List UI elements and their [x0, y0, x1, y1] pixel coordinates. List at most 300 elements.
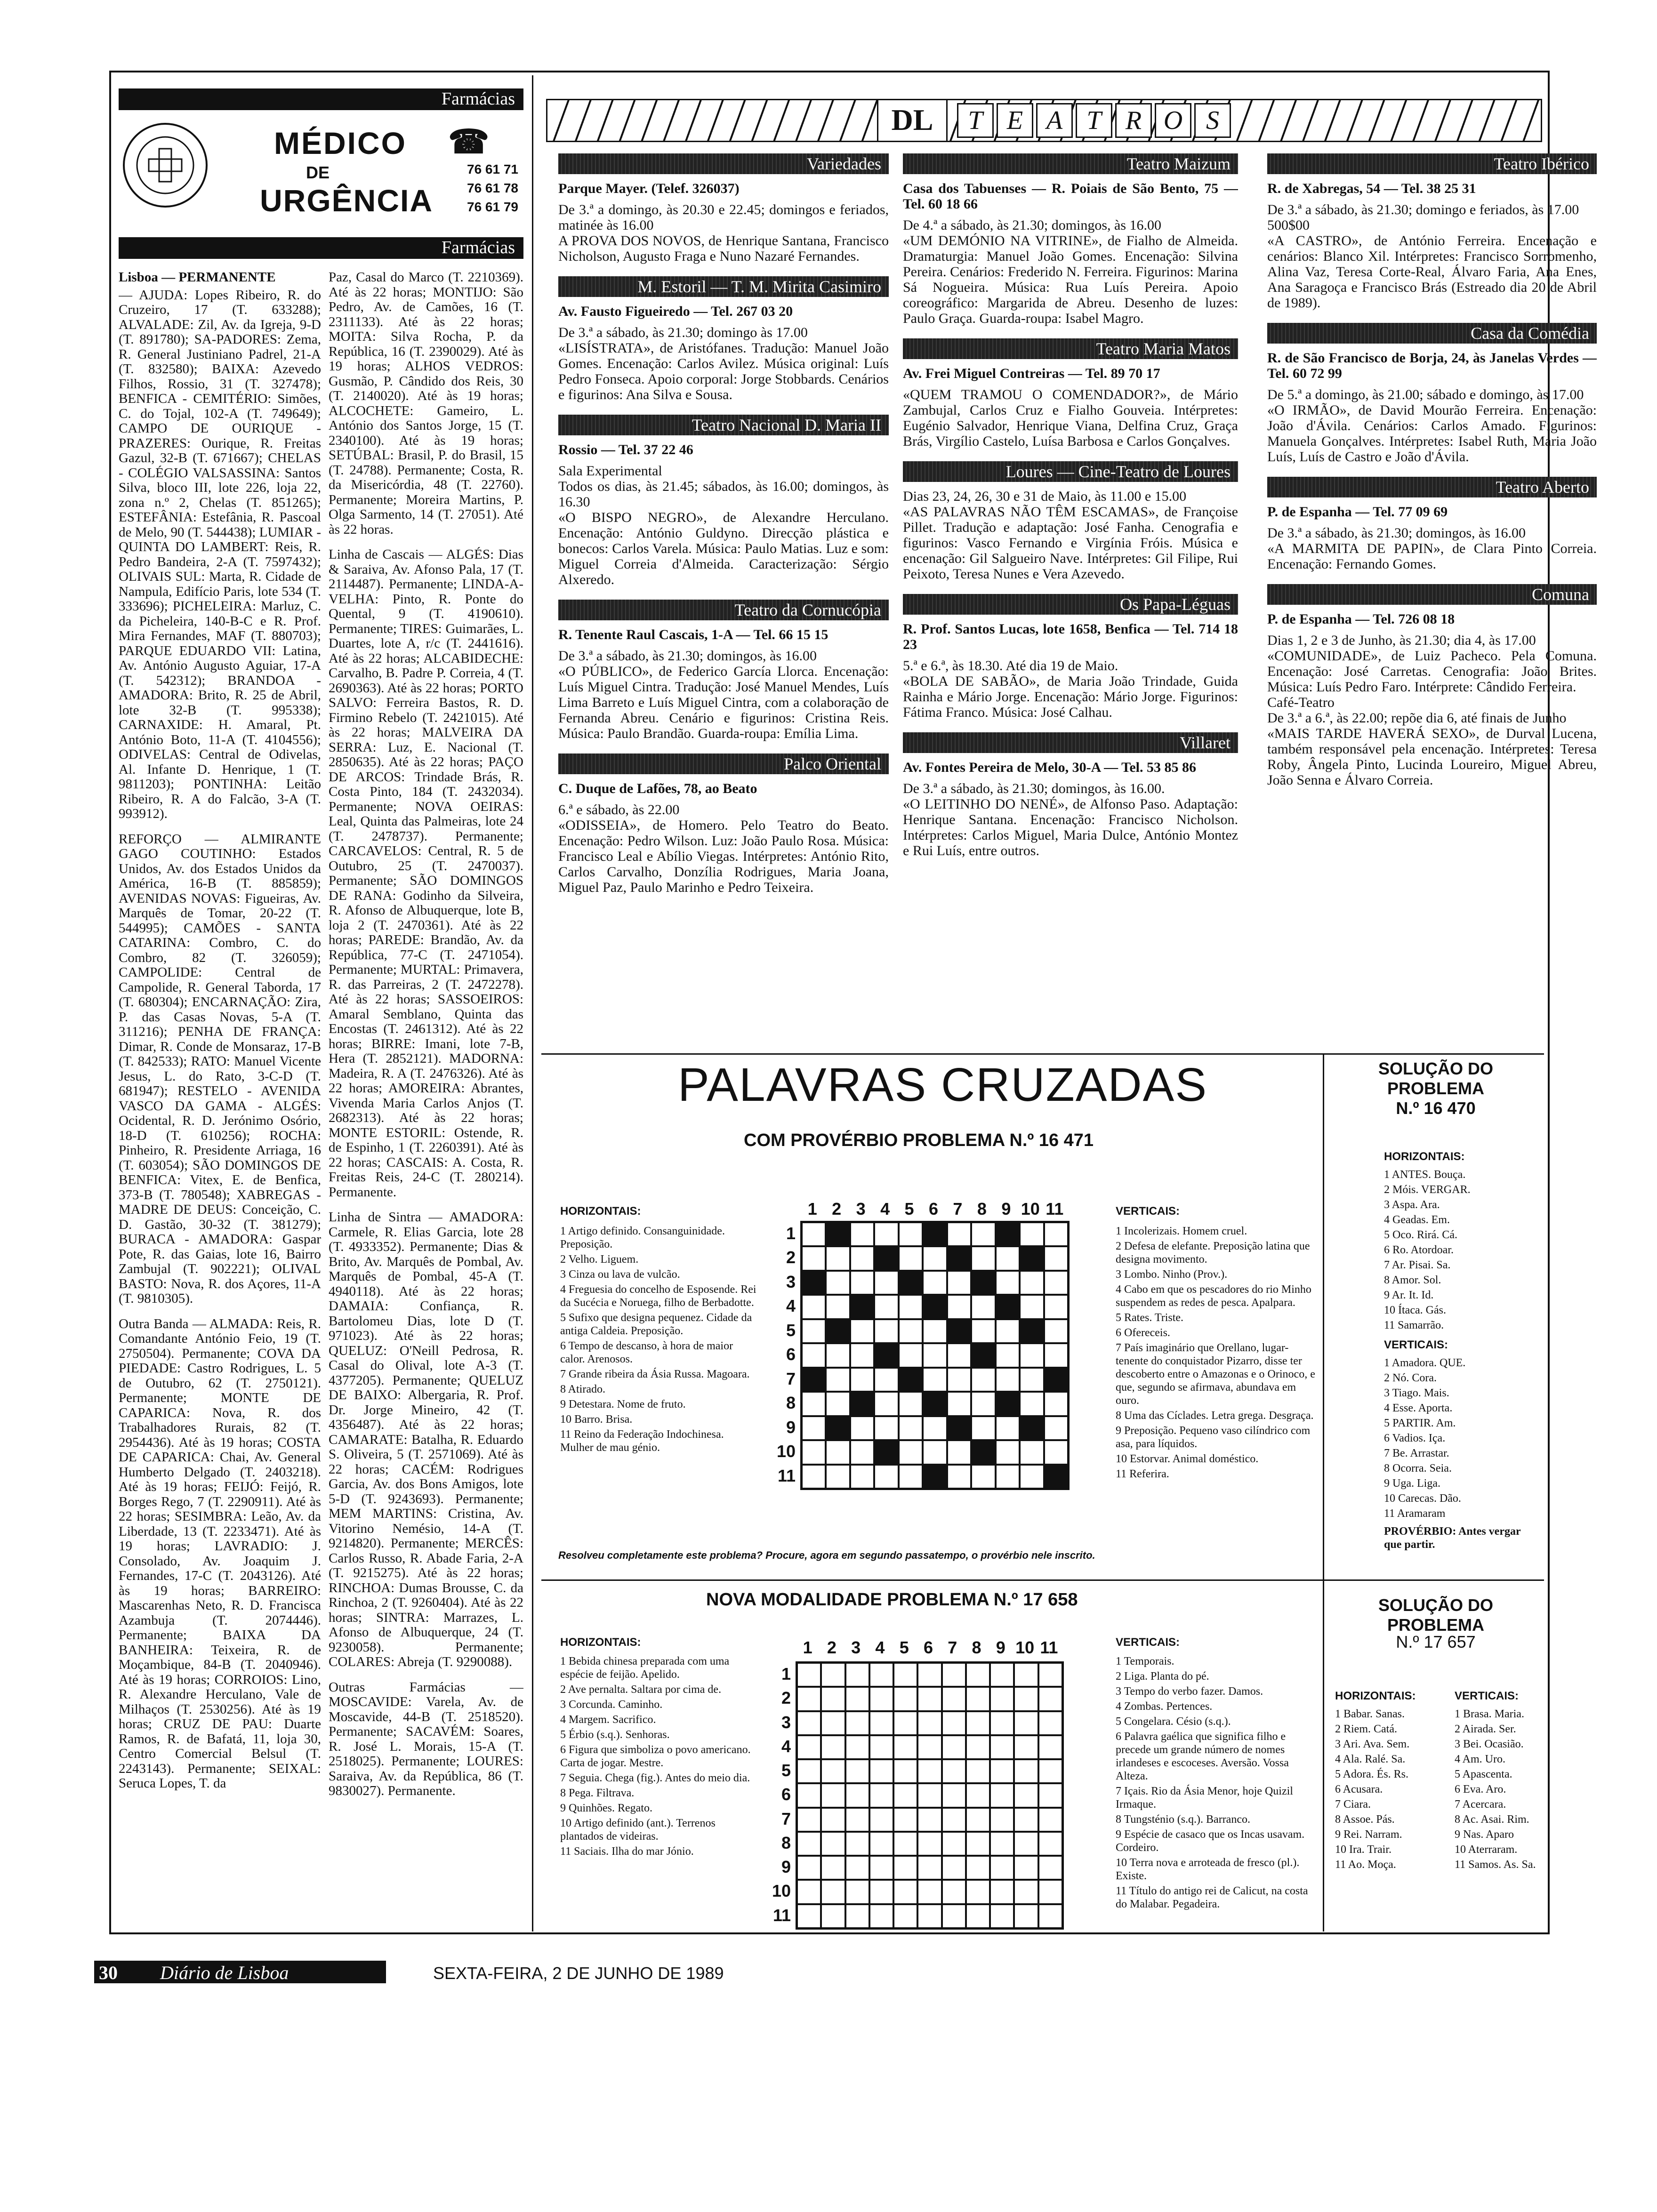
- clue-item: 6 Ofereceis.: [1116, 1327, 1170, 1339]
- crossword-cell[interactable]: [874, 1368, 898, 1392]
- crossword-cell[interactable]: [1038, 1711, 1062, 1735]
- crossword1-column-numbers: [800, 1199, 1070, 1220]
- crossword-cell[interactable]: [996, 1368, 1020, 1392]
- crossword-cell[interactable]: [942, 1880, 966, 1904]
- solution2-title: SOLUÇÃO DO PROBLEMA: [1378, 1595, 1493, 1635]
- crossword-cell[interactable]: [845, 1711, 869, 1735]
- crossword-cell[interactable]: [869, 1711, 893, 1735]
- crossword-cell[interactable]: [899, 1440, 923, 1464]
- lisboa-text: — AJUDA: Lopes Ribeiro, R. do Cruzeiro, 17 (T. 633288); ALVALADE: Zil, Av. da Igreja, 9-D (T. 891780); SA-PADORES: Zema, R. General Justiniano Padrel, 21-A (T. 832580); BAIXA: Azevedo Filhos, Rossio, 31 (T. 327478); BENFICA - CEMITÉRIO: Simões, C. do Tojal, 102-A (T. 749649); CAMPO DE OURIQUE - PRAZERES: Ourique, R. Freitas Gazul, 32-B (T. 671667); CHELAS - COLÉGIO VALSASSINA: Santos Silva, bloco III, lote 226, loja 22, zona n.º 2, Chelas (T. 851265); ESTEFÂNIA: Estefânia, R. Pascoal de Melo, 90 (T. 544438); LUMIAR - QUINTA DO LAMBERT: Reis, R. Pedro Bandeira, 2-A (T. 7597432); OLIVAIS SUL: Marta, R. Cidade de Nampula, Edifício Paris, lote 534 (T. 333696); PICHELEIRA: Marluz, C. da Picheleira, 140-B-C e R. Prof. Mira Fernandes, MAF (T. 880703); PARQUE EDUARDO VII: Latina, Av. António Augusto Aguiar, 17-A (T. 542312); BRANDOA - AMADORA: Brito, R. 25 de Abril, lote 32-B (T. 995338); CARNAXIDE: H. Amaral, Pt. António Boto, 11-A (T. 4104556); ODIVELAS: Central de Odivelas, Al. Infante D. Henrique, 1 (T. 9811203); PONTINHA: Leitão Ribeiro, R. A do Falcão, 3-A (T. 993912).: [119, 287, 321, 821]
- crossword-cell[interactable]: [899, 1246, 923, 1270]
- row-number: 8: [786, 1393, 796, 1413]
- crossword-cell[interactable]: [1038, 1759, 1062, 1783]
- crossword-cell[interactable]: [869, 1832, 893, 1856]
- reforco-text: REFORÇO — ALMIRANTE GAGO COUTINHO: Estados Unidos, Av. dos Estados Unidos da América, 16-B (T. 885859); AVENIDAS NOVAS: Figueiras, Av. Marquês de Tomar, 20-22 (T. 544995); CAMÕES - SANTA CATARINA: Combro, C. do Combro, 82 (T. 326059); CAMPOLIDE: Central de Campolide, R. General Taborda, 17 (T. 680304); ENCARNAÇÃO: Zira, P. das Casas Novas, 5-A (T. 311216); PENHA DE FRANÇA: Dimar, R. Conde de Monsaraz, 17-B (T. 842533); RATO: Manuel Vicente Jesus, L. do Rato, 3-C-D (T. 681947); RESTELO - AVENIDA VASCO DA GAMA - ALGÉS: Ocidental, R. D. Jerónimo Osório, 18-D (T. 610256); ROCHA: Pinheiro, R. Presidente Arriaga, 16 (T. 603054); SÃO DOMINGOS DE BENFICA: Vitex, E. de Benfica, 373-B (T. 780548); XABREGAS - MADRE DE DEUS: Conceição, C. D. Gastão, 30-32 (T. 381279); BURACA - AMADORA: Gaspar Pote, R. das Gaias, lote 16, Bairro Zambujal (T. 902221); OLIVAL BASTO: Nova, R. dos Açores, 11-A (T. 9810305).: [119, 831, 321, 1306]
- crossword-cell[interactable]: [1014, 1832, 1038, 1856]
- crossword-cell[interactable]: [869, 1783, 893, 1807]
- crossword-cell[interactable]: [874, 1295, 898, 1319]
- crossword-cell[interactable]: [850, 1416, 874, 1440]
- crossword-cell[interactable]: [893, 1783, 917, 1807]
- crossword-cell[interactable]: [966, 1711, 990, 1735]
- teatros-banner: [546, 99, 1542, 142]
- crossword-cell[interactable]: [821, 1711, 845, 1735]
- crossword-cell[interactable]: [990, 1759, 1014, 1783]
- crossword-cell[interactable]: [826, 1368, 850, 1392]
- crossword-cell[interactable]: [996, 1416, 1020, 1440]
- crossword-cell[interactable]: [917, 1808, 941, 1832]
- crossword-cell[interactable]: [850, 1368, 874, 1392]
- crossword-cell[interactable]: [1044, 1295, 1068, 1319]
- teatros-title-letter: O: [1155, 103, 1191, 138]
- crossword-cell[interactable]: [850, 1222, 874, 1246]
- clue-item: 7 Ciara.: [1335, 1798, 1371, 1811]
- theatre-listing: De 3.ª a sábado, às 21.30; domingo às 17.00 «LISÍSTRATA», de Aristófanes. Tradução: Manuel João Gomes. Encenação: Carlos Avilez. Música original: Luís Pedro Fonseca. Apoio corporal: Jorge Stobbards. Cenários e figurinos: Ana Silva e Sousa.: [558, 325, 889, 402]
- crossword-cell[interactable]: [845, 1880, 869, 1904]
- crossword-cell[interactable]: [893, 1711, 917, 1735]
- crossword-cell[interactable]: [947, 1295, 971, 1319]
- clue-item: 7 Grande ribeira da Ásia Russa. Magoara.: [560, 1368, 750, 1380]
- theatre-header: Teatro Aberto: [1267, 477, 1597, 497]
- crossword-cell[interactable]: [821, 1687, 845, 1711]
- crossword-cell[interactable]: [869, 1663, 893, 1687]
- clue-item: 9 Rei. Narram.: [1335, 1828, 1402, 1841]
- crossword-cell[interactable]: [971, 1246, 995, 1270]
- crossword-cell[interactable]: [996, 1343, 1020, 1367]
- crossword-cell[interactable]: [942, 1856, 966, 1880]
- crossword-cell[interactable]: [826, 1271, 850, 1295]
- crossword-cell[interactable]: [1044, 1440, 1068, 1464]
- crossword-cell[interactable]: [850, 1246, 874, 1270]
- crossword-cell[interactable]: [1044, 1222, 1068, 1246]
- crossword-cell[interactable]: [966, 1832, 990, 1856]
- crossword-cell[interactable]: [1014, 1880, 1038, 1904]
- crossword-cell[interactable]: [826, 1295, 850, 1319]
- verticais-label: VERTICAIS:: [1384, 1338, 1448, 1351]
- crossword-black-cell: [923, 1392, 947, 1416]
- column-number: 4: [880, 1199, 890, 1218]
- crossword-cell[interactable]: [821, 1832, 845, 1856]
- crossword-cell[interactable]: [947, 1368, 971, 1392]
- crossword-cell[interactable]: [990, 1904, 1014, 1928]
- crossword-cell[interactable]: [1020, 1271, 1044, 1295]
- crossword-cell[interactable]: [1014, 1783, 1038, 1807]
- theatre-listing: De 3.ª a sábado, às 21.30; domingo e feriados, às 17.00 500$00 «A CASTRO», de António Ferreira. Encenação e cenários: Blanco Xil. Intérpretes: Francisco Sorromenho, Alina Vaz, Teresa Corte-Real, Álvaro Faria, Ana Enes, Ana Saragoça e Francisco Brás (Estreado dia 20 de Abril de 1989).: [1267, 202, 1597, 311]
- clue-item: 10 Barro. Brisa.: [560, 1413, 633, 1426]
- clue-item: 6 Figura que simboliza o povo americano. Carta de jogar. Mestre.: [560, 1744, 751, 1769]
- crossword-cell[interactable]: [966, 1759, 990, 1783]
- crossword-cell[interactable]: [947, 1222, 971, 1246]
- column-number: 6: [928, 1199, 938, 1218]
- crossword-cell[interactable]: [971, 1295, 995, 1319]
- clue-item: 4 Freguesia do concelho de Esposende. Rei da Sucécia e Noruega, filho de Berbadotte.: [560, 1283, 756, 1309]
- crossword-cell[interactable]: [1044, 1416, 1068, 1440]
- crossword-cell[interactable]: [869, 1808, 893, 1832]
- crossword-cell[interactable]: [942, 1687, 966, 1711]
- crossword-cell[interactable]: [966, 1687, 990, 1711]
- crossword-cell[interactable]: [797, 1904, 821, 1928]
- crossword-cell[interactable]: [899, 1343, 923, 1367]
- crossword-cell[interactable]: [874, 1392, 898, 1416]
- crossword-cell[interactable]: [917, 1904, 941, 1928]
- crossword-cell[interactable]: [802, 1222, 826, 1246]
- crossword-cell[interactable]: [942, 1663, 966, 1687]
- crossword-cell[interactable]: [850, 1319, 874, 1343]
- crossword-cell[interactable]: [947, 1392, 971, 1416]
- clue-item: 2 Móis. VERGAR.: [1384, 1184, 1471, 1196]
- sintra-text: Linha de Sintra — AMADORA: Carmele, R. Elias Garcia, lote 28 (T. 4933352). Permanente; Dias & Brito, Av. Marquês de Pombal, Av. Marquês de Pombal, 45-A (T. 4940118). Até às 22 horas; DAMAIA: Confiança, R. Bartolomeu Dias, lote D (T. 971023). Até às 22 horas; QUELUZ: O'Neill Pedrosa, R. Casal do Olival, lote A-3 (T. 4377205). Permanente; QUELUZ DE BAIXO: Albergaria, R. Prof. Dr. Jorge Mineiro, 42 (T. 4356487). Até às 22 horas; CAMARATE: Batalha, R. Eduardo S. Oliveira, 5 (T. 2571069). Até às 22 horas; CACÉM: Rodrigues Garcia, Av. dos Bons Amigos, lote 5-D (T. 9243693). Permanente; MEM MARTINS: Cristina, Av. Vitorino Nemésio, 14-A (T. 9214820). Permanente; MERCÊS: Carlos Russo, R. Abade Faria, 2-A (T. 9215275). Até às 22 horas; RINCHOA: Dumas Brousse, C. da Rinchoa, 2 (T. 9260404). Até às 22 horas; SINTRA: Marrazes, L. Afonso de Albuquerque, 24 (T. 9230058). Permanente; COLARES: Abreja (T. 9290088).: [329, 1210, 523, 1669]
- crossword2-horizontal-clues: [560, 1636, 758, 1928]
- crossword-cell[interactable]: [845, 1759, 869, 1783]
- crossword-cell[interactable]: [1020, 1465, 1044, 1489]
- crossword-cell[interactable]: [802, 1465, 826, 1489]
- crossword-cell[interactable]: [971, 1368, 995, 1392]
- crossword-cell[interactable]: [869, 1735, 893, 1759]
- crossword-cell[interactable]: [802, 1295, 826, 1319]
- crossword-cell[interactable]: [966, 1808, 990, 1832]
- column-number: 8: [972, 1638, 981, 1657]
- crossword-cell[interactable]: [923, 1440, 947, 1464]
- crossword-cell[interactable]: [1038, 1880, 1062, 1904]
- clue-item: 5 Sufixo que designa pequenez. Cidade da antiga Caldeia. Preposição.: [560, 1312, 752, 1337]
- crossword-cell[interactable]: [893, 1808, 917, 1832]
- crossword-cell[interactable]: [990, 1880, 1014, 1904]
- column-number: 9: [1001, 1199, 1011, 1218]
- crossword-cell[interactable]: [797, 1832, 821, 1856]
- crossword-cell[interactable]: [923, 1319, 947, 1343]
- crossword-cell[interactable]: [797, 1735, 821, 1759]
- crossword-cell[interactable]: [893, 1880, 917, 1904]
- crossword-cell[interactable]: [893, 1735, 917, 1759]
- crossword1-title: COM PROVÉRBIO PROBLEMA N.º 16 471: [744, 1130, 1094, 1150]
- crossword-cell[interactable]: [1020, 1343, 1044, 1367]
- crossword-cell[interactable]: [990, 1832, 1014, 1856]
- clue-item: 11 Saciais. Ilha do mar Jónio.: [560, 1845, 694, 1858]
- crossword-cell[interactable]: [845, 1832, 869, 1856]
- crossword-cell[interactable]: [942, 1904, 966, 1928]
- crossword-cell[interactable]: [821, 1880, 845, 1904]
- crossword-cell[interactable]: [942, 1711, 966, 1735]
- crossword-black-cell: [1044, 1368, 1068, 1392]
- crossword-cell[interactable]: [990, 1687, 1014, 1711]
- crossword-cell[interactable]: [1014, 1856, 1038, 1880]
- crossword-cell[interactable]: [845, 1735, 869, 1759]
- crossword-cell[interactable]: [850, 1271, 874, 1295]
- crossword-cell[interactable]: [869, 1904, 893, 1928]
- crossword-cell[interactable]: [874, 1222, 898, 1246]
- clue-item: 8 Amor. Sol.: [1384, 1274, 1441, 1286]
- crossword-cell[interactable]: [802, 1319, 826, 1343]
- crossword-cell[interactable]: [797, 1663, 821, 1687]
- crossword-cell[interactable]: [845, 1687, 869, 1711]
- crossword-cell[interactable]: [821, 1904, 845, 1928]
- crossword-cell[interactable]: [966, 1663, 990, 1687]
- crossword-black-cell: [971, 1343, 995, 1367]
- crossword-cell[interactable]: [869, 1880, 893, 1904]
- clue-item: 6 Acusara.: [1335, 1783, 1383, 1795]
- crossword-cell[interactable]: [996, 1246, 1020, 1270]
- crossword-cell[interactable]: [942, 1783, 966, 1807]
- crossword-cell[interactable]: [821, 1783, 845, 1807]
- crossword-cell[interactable]: [1044, 1246, 1068, 1270]
- crossword-cell[interactable]: [893, 1856, 917, 1880]
- teatros-title-letter: S: [1194, 103, 1231, 138]
- clue-item: 9 Preposição. Pequeno vaso cilíndrico com asa, para líquidos.: [1116, 1425, 1311, 1450]
- crossword-cell[interactable]: [1038, 1663, 1062, 1687]
- clue-item: 1 Bebida chinesa preparada com uma espécie de feijão. Apelido.: [560, 1655, 730, 1681]
- crossword-cell[interactable]: [869, 1759, 893, 1783]
- crossword-cell[interactable]: [893, 1687, 917, 1711]
- clue-item: 3 Cinza ou lava de vulcão.: [560, 1268, 680, 1281]
- row-number: 3: [786, 1272, 796, 1291]
- crossword-cell[interactable]: [1014, 1663, 1038, 1687]
- crossword-cell[interactable]: [826, 1392, 850, 1416]
- crossword-cell[interactable]: [971, 1465, 995, 1489]
- crossword-cell[interactable]: [942, 1832, 966, 1856]
- theatre-header: Villaret: [903, 732, 1238, 753]
- crossword-cell[interactable]: [966, 1856, 990, 1880]
- clue-item: 6 Ro. Atordoar.: [1384, 1244, 1454, 1256]
- crossword-cell[interactable]: [797, 1783, 821, 1807]
- crossword-cell[interactable]: [893, 1759, 917, 1783]
- crossword-cell[interactable]: [899, 1416, 923, 1440]
- crossword-cell[interactable]: [826, 1246, 850, 1270]
- crossword-cell[interactable]: [893, 1904, 917, 1928]
- clue-item: 6 Vadios. Iça.: [1384, 1432, 1446, 1444]
- clue-item: 11 Reino da Federação Indochinesa. Mulher de mau génio.: [560, 1428, 724, 1454]
- clue-item: 9 Espécie de casaco que os Incas usavam. Cordeiro.: [1116, 1828, 1305, 1854]
- crossword-cell[interactable]: [947, 1440, 971, 1464]
- page-number: 30: [99, 1962, 118, 1983]
- crossword-cell[interactable]: [1044, 1271, 1068, 1295]
- clue-item: 2 Velho. Liguem.: [560, 1253, 639, 1266]
- crossword-cell[interactable]: [947, 1343, 971, 1367]
- row-number: 9: [786, 1417, 796, 1437]
- clue-item: 8 Assoe. Pás.: [1335, 1813, 1395, 1826]
- crossword-cell[interactable]: [797, 1880, 821, 1904]
- crossword-cell[interactable]: [797, 1711, 821, 1735]
- crossword-cell[interactable]: [899, 1295, 923, 1319]
- crossword-cell[interactable]: [990, 1808, 1014, 1832]
- crossword-cell[interactable]: [874, 1271, 898, 1295]
- crossword-cell[interactable]: [821, 1663, 845, 1687]
- crossword-cell[interactable]: [899, 1465, 923, 1489]
- crossword-black-cell: [826, 1319, 850, 1343]
- crossword-cell[interactable]: [917, 1759, 941, 1783]
- crossword-cell[interactable]: [990, 1735, 1014, 1759]
- crossword-cell[interactable]: [802, 1440, 826, 1464]
- crossword-cell[interactable]: [1014, 1904, 1038, 1928]
- crossword-black-cell: [1020, 1319, 1044, 1343]
- clue-item: 1 Artigo definido. Consanguinidade. Preposição.: [560, 1225, 725, 1250]
- row-number: 11: [772, 1905, 791, 1925]
- crossword-cell[interactable]: [1014, 1735, 1038, 1759]
- crossword-cell[interactable]: [874, 1465, 898, 1489]
- theatre-header: Casa da Comédia: [1267, 323, 1597, 344]
- theatre-address: Casa dos Tabuenses — R. Poiais de São Bento, 75 — Tel. 60 18 66: [903, 181, 1238, 212]
- crossword-cell[interactable]: [996, 1440, 1020, 1464]
- crossword-cell[interactable]: [917, 1832, 941, 1856]
- crossword-cell[interactable]: [850, 1440, 874, 1464]
- crossword-cell[interactable]: [845, 1808, 869, 1832]
- crossword2-grid[interactable]: [796, 1661, 1064, 1930]
- clue-item: 4 Ala. Ralé. Sa.: [1335, 1753, 1406, 1765]
- crossword2-title: NOVA MODALIDADE PROBLEMA N.º 17 658: [706, 1590, 1078, 1610]
- crossword-cell[interactable]: [802, 1392, 826, 1416]
- clue-item: 8 Uma das Cíclades. Letra grega. Desgraça.: [1116, 1410, 1314, 1422]
- row-number: 4: [781, 1736, 791, 1756]
- crossword-cell[interactable]: [821, 1856, 845, 1880]
- crossword-cell[interactable]: [990, 1783, 1014, 1807]
- crossword-cell[interactable]: [1044, 1319, 1068, 1343]
- crossword-cell[interactable]: [893, 1832, 917, 1856]
- crossword1-grid[interactable]: [800, 1221, 1070, 1490]
- urgencia-title: URGÊNCIA: [260, 183, 434, 218]
- crossword-cell[interactable]: [845, 1904, 869, 1928]
- clue-item: 5 Congelara. Césio (s.q.).: [1116, 1715, 1231, 1728]
- crossword-cell[interactable]: [850, 1465, 874, 1489]
- clue-item: 3 Lombo. Ninho (Prov.).: [1116, 1268, 1228, 1281]
- crossword-black-cell: [1020, 1246, 1044, 1270]
- crossword-cell[interactable]: [966, 1783, 990, 1807]
- crossword-cell[interactable]: [1020, 1440, 1044, 1464]
- teatros-column-1: [558, 152, 889, 1046]
- crossword-cell[interactable]: [821, 1759, 845, 1783]
- crossword-cell[interactable]: [1020, 1368, 1044, 1392]
- crossword-cell[interactable]: [917, 1880, 941, 1904]
- crossword-cell[interactable]: [917, 1856, 941, 1880]
- outras-text: Outras Farmácias — MOSCAVIDE: Varela, Av. de Moscavide, 44-B (T. 2518520). Permanente; SACAVÉM: Soares, R. José L. Morais, 15-A (T. 2518025). Permanente; LOURES: Saraiva, Av. da República, 86 (T. 9830027). Permanente.: [329, 1679, 523, 1798]
- column-number: 9: [996, 1638, 1005, 1657]
- crossword-cell[interactable]: [869, 1687, 893, 1711]
- crossword-cell[interactable]: [797, 1687, 821, 1711]
- crossword-cell[interactable]: [1038, 1735, 1062, 1759]
- crossword-cell[interactable]: [845, 1783, 869, 1807]
- crossword-cell[interactable]: [1020, 1295, 1044, 1319]
- crossword-cell[interactable]: [996, 1465, 1020, 1489]
- crossword-cell[interactable]: [923, 1343, 947, 1367]
- crossword-cell[interactable]: [917, 1735, 941, 1759]
- crossword-cell[interactable]: [893, 1663, 917, 1687]
- teatros-title-letter: E: [997, 103, 1033, 138]
- crossword-cell[interactable]: [1014, 1808, 1038, 1832]
- crossword-cell[interactable]: [917, 1663, 941, 1687]
- theatre-header: Variedades: [558, 153, 889, 174]
- crossword-cell[interactable]: [1014, 1687, 1038, 1711]
- clue-item: 3 Corcunda. Caminho.: [560, 1699, 663, 1711]
- crossword-cell[interactable]: [1014, 1759, 1038, 1783]
- crossword-cell[interactable]: [845, 1856, 869, 1880]
- crossword-cell[interactable]: [923, 1271, 947, 1295]
- theatre-listing: 5.ª e 6.ª, às 18.30. Até dia 19 de Maio. «BOLA DE SABÃO», de Maria João Trindade, Guida Rainha e Mário Jorge. Encenação: Mário Jorge. Figurinos: Fátima Franco. Música: José Calhau.: [903, 658, 1238, 720]
- phone-number: 76 61 78: [467, 181, 518, 195]
- crossword-cell[interactable]: [942, 1808, 966, 1832]
- crossword-cell[interactable]: [990, 1856, 1014, 1880]
- theatre-address: C. Duque de Lafões, 78, ao Beato: [558, 781, 757, 796]
- clue-item: 5 Oco. Rirá. Cá.: [1384, 1229, 1457, 1241]
- farmacias-column-right: [329, 270, 523, 1903]
- crossword-cell[interactable]: [797, 1856, 821, 1880]
- crossword-cell[interactable]: [1020, 1222, 1044, 1246]
- crossword-cell[interactable]: [1038, 1783, 1062, 1807]
- crossword-cell[interactable]: [1044, 1343, 1068, 1367]
- crossword-cell[interactable]: [1038, 1856, 1062, 1880]
- crossword-black-cell: [996, 1295, 1020, 1319]
- crossword-cell[interactable]: [1038, 1904, 1062, 1928]
- crossword-cell[interactable]: [966, 1735, 990, 1759]
- crossword-cell[interactable]: [971, 1222, 995, 1246]
- crossword-cell[interactable]: [996, 1271, 1020, 1295]
- crossword-cell[interactable]: [899, 1319, 923, 1343]
- crossword-black-cell: [996, 1222, 1020, 1246]
- crossword-cell[interactable]: [845, 1663, 869, 1687]
- row-number: 8: [781, 1833, 791, 1852]
- crossword-cell[interactable]: [947, 1465, 971, 1489]
- crossword-black-cell: [899, 1271, 923, 1295]
- crossword-cell[interactable]: [942, 1735, 966, 1759]
- crossword-cell[interactable]: [826, 1465, 850, 1489]
- crossword-cell[interactable]: [971, 1319, 995, 1343]
- crossword-cell[interactable]: [826, 1343, 850, 1367]
- crossword-cell[interactable]: [1038, 1808, 1062, 1832]
- crossword-cell[interactable]: [966, 1904, 990, 1928]
- crossword-cell[interactable]: [826, 1440, 850, 1464]
- theatre-address: P. de Espanha — Tel. 77 09 69: [1267, 504, 1448, 520]
- crossword-cell[interactable]: [923, 1246, 947, 1270]
- crossword-cell[interactable]: [966, 1880, 990, 1904]
- crossword-cell[interactable]: [899, 1392, 923, 1416]
- crossword-cell[interactable]: [802, 1343, 826, 1367]
- crossword-cell[interactable]: [797, 1759, 821, 1783]
- crossword-cell[interactable]: [821, 1808, 845, 1832]
- crossword-cell[interactable]: [990, 1711, 1014, 1735]
- crossword-cell[interactable]: [917, 1783, 941, 1807]
- clue-item: 7 Ar. Pisai. Sa.: [1384, 1259, 1451, 1271]
- row-number: 6: [786, 1345, 796, 1364]
- crossword-cell[interactable]: [899, 1222, 923, 1246]
- crossword-cell[interactable]: [996, 1319, 1020, 1343]
- clue-item: 5 Érbio (s.q.). Senhoras.: [560, 1729, 670, 1741]
- crossword-cell[interactable]: [1014, 1711, 1038, 1735]
- crossword-cell[interactable]: [874, 1416, 898, 1440]
- crossword-cell[interactable]: [802, 1416, 826, 1440]
- crossword-cell[interactable]: [942, 1759, 966, 1783]
- crossword-cell[interactable]: [971, 1392, 995, 1416]
- clue-item: 3 Aspa. Ara.: [1384, 1199, 1440, 1211]
- crossword-cell[interactable]: [1044, 1392, 1068, 1416]
- crossword-cell[interactable]: [923, 1368, 947, 1392]
- clue-item: 10 Ítaca. Gás.: [1384, 1304, 1446, 1316]
- crossword-cell[interactable]: [917, 1711, 941, 1735]
- row-number: 10: [772, 1881, 791, 1901]
- crossword-cell[interactable]: [1020, 1392, 1044, 1416]
- crossword-cell[interactable]: [1038, 1687, 1062, 1711]
- crossword-cell[interactable]: [947, 1271, 971, 1295]
- crossword-cell[interactable]: [874, 1319, 898, 1343]
- crossword-black-cell: [923, 1295, 947, 1319]
- crossword-cell[interactable]: [971, 1416, 995, 1440]
- dl-logo: DL: [877, 99, 948, 142]
- crossword-cell[interactable]: [990, 1663, 1014, 1687]
- crossword-cell[interactable]: [923, 1416, 947, 1440]
- crossword-cell[interactable]: [1038, 1832, 1062, 1856]
- crossword-cell[interactable]: [797, 1808, 821, 1832]
- crossword-cell[interactable]: [850, 1343, 874, 1367]
- crossword-cell[interactable]: [917, 1687, 941, 1711]
- outra-banda-text: Outra Banda — ALMADA: Reis, R. Comandante António Feio, 19 (T. 2750504). Permanente; COVA DA PIEDADE: Castro Rodrigues, L. 5 de Outubro, 62 (T. 2750121). Permanente; MONTE DE CAPARICA: Nova, R. dos Trabalhadores Rurais, 82 (T. 2954436). Até às 19 horas; COSTA DE CAPARICA: Chai, Av. General Humberto Delgado (T. 2403218). Até às 19 horas; FEIJÓ: Feijó, R. Borges Rego, 7 (T. 2290911). Até às 22 horas; SESIMBRA: Leão, Av. da Liberdade, 13 (T. 2233471). Até às 19 horas; LAVRADIO: J. Consolado, Av. Joaquim J. Fernandes, 17-C (T. 2043126). Até às 19 horas; BARREIRO: Mascarenhas Neto, R. D. Francisca Azambuja (T. 2074446). Permanente; BAIXA DA BANHEIRA: Teixeira, R. de Moçambique, 84-B (T. 2040946). Até às 19 horas; CORROIOS: Lino, R. Alexandre Herculano, Vale de Milhaços (T. 2530256). Até às 19 horas; CRUZ DE PAU: Duarte Ramos, R. de Bafatá, 11, loja 30, Centro Comercial Belsul (T. 2243143). Permanente; SEIXAL: Seruca Lopes, T. da: [119, 1316, 321, 1791]
- crossword-cell[interactable]: [802, 1246, 826, 1270]
- crossword-cell[interactable]: [821, 1735, 845, 1759]
- crossword-cell[interactable]: [869, 1856, 893, 1880]
